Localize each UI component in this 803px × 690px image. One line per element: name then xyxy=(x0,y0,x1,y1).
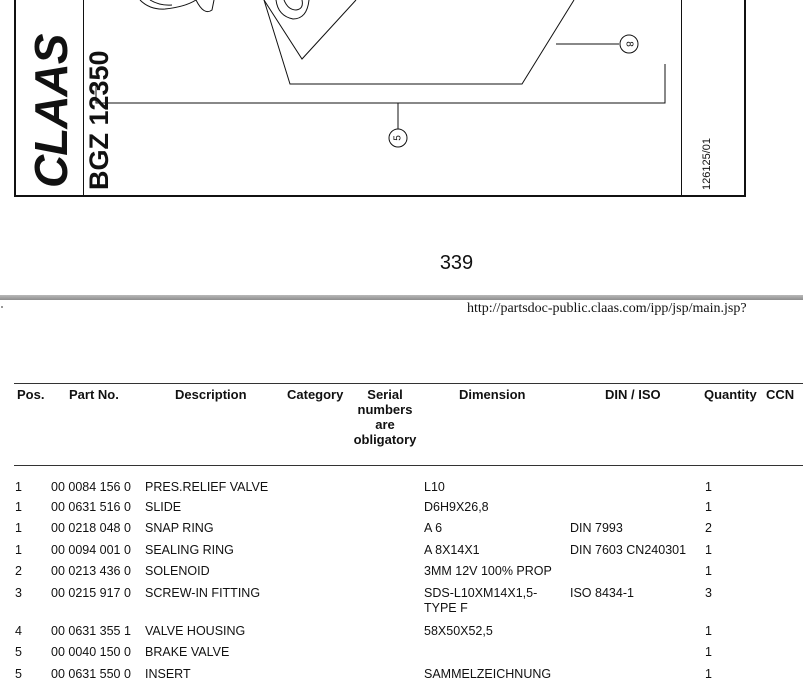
housing-body xyxy=(264,0,574,84)
column-header-category: Category xyxy=(287,387,344,402)
cell-quantity: 1 xyxy=(705,480,712,494)
drawing-reference-code: 126125/01 xyxy=(701,138,713,190)
page-number: 339 xyxy=(439,252,474,274)
cell-pos: 4 xyxy=(15,624,22,638)
cell-quantity: 3 xyxy=(705,586,712,600)
cell-pos: 2 xyxy=(15,564,22,578)
parts-table xyxy=(0,383,803,690)
cell-part-no: 00 0631 355 1 xyxy=(51,624,131,638)
cell-quantity: 1 xyxy=(705,543,712,557)
cell-dimension: D6H9X26,8 xyxy=(424,500,489,514)
cell-din-iso: DIN 7603 CN240301 xyxy=(570,543,687,557)
cell-pos: 3 xyxy=(15,586,22,600)
cell-description: SOLENOID xyxy=(145,564,210,578)
table-header-bottom-border xyxy=(14,465,803,466)
cell-quantity: 1 xyxy=(705,667,712,681)
column-header-part-no: Part No. xyxy=(69,387,119,402)
cell-description: SNAP RING xyxy=(145,521,214,535)
column-header-quantity: Quantity xyxy=(704,387,757,402)
cell-pos: 5 xyxy=(15,667,22,681)
cell-pos: 1 xyxy=(15,543,22,557)
cell-description: SCREW-IN FITTING xyxy=(145,586,261,600)
cell-dimension: 3MM 12V 100% PROP xyxy=(424,564,552,578)
callout-8-label: 8 xyxy=(623,41,635,47)
fitting-nut xyxy=(196,0,214,12)
cell-din-iso: ISO 8434-1 xyxy=(570,586,634,600)
margin-mark xyxy=(1,306,3,308)
cell-dimension: SAMMELZEICHNUNG xyxy=(424,667,552,681)
cell-description: SLIDE xyxy=(145,500,182,514)
cell-dimension: SDS-L10XM14X1,5- TYPE F xyxy=(424,586,538,615)
column-header-description: Description xyxy=(175,387,247,402)
cell-dimension: 58X50X52,5 xyxy=(424,624,493,638)
cell-part-no: 00 0213 436 0 xyxy=(51,564,131,578)
callout-5-label: 5 xyxy=(392,135,404,141)
cell-pos: 1 xyxy=(15,500,22,514)
cell-part-no: 00 0631 516 0 xyxy=(51,500,131,514)
column-header-serial: Serial numbers are obligatory xyxy=(353,387,417,447)
cell-part-no: 00 0094 001 0 xyxy=(51,543,131,557)
cell-part-no: 00 0040 150 0 xyxy=(51,645,131,659)
cell-pos: 1 xyxy=(15,480,22,494)
cell-dimension: A 6 xyxy=(424,521,443,535)
fitting-thread xyxy=(150,0,172,5)
cell-pos: 5 xyxy=(15,645,22,659)
column-header-ccn: CCN xyxy=(766,387,795,402)
cell-part-no: 00 0215 917 0 xyxy=(51,586,131,600)
cell-description: SEALING RING xyxy=(145,543,234,557)
cell-din-iso: DIN 7993 xyxy=(570,521,623,535)
housing-edge xyxy=(264,0,356,59)
column-header-dimension: Dimension xyxy=(459,387,526,402)
page-separator xyxy=(0,295,803,300)
table-header-top-border xyxy=(14,383,803,384)
cell-description: BRAKE VALVE xyxy=(145,645,230,659)
cell-quantity: 2 xyxy=(705,521,712,535)
cell-dimension: L10 xyxy=(424,480,445,494)
cell-quantity: 1 xyxy=(705,500,712,514)
cell-quantity: 1 xyxy=(705,645,712,659)
source-url[interactable]: http://partsdoc-public.claas.com/ipp/jsp/main.jsp? xyxy=(467,301,747,316)
cell-quantity: 1 xyxy=(705,564,712,578)
drawing-code: BGZ 12350 xyxy=(84,50,114,190)
column-header-pos: Pos. xyxy=(17,387,45,402)
fitting-outline xyxy=(140,0,196,9)
cell-dimension: A 8X14X1 xyxy=(424,543,480,557)
column-header-din-iso: DIN / ISO xyxy=(605,387,661,402)
part-drawing xyxy=(0,0,803,210)
port-inner xyxy=(284,0,302,10)
cell-description: VALVE HOUSING xyxy=(145,624,246,638)
cell-quantity: 1 xyxy=(705,624,712,638)
cell-part-no: 00 0218 048 0 xyxy=(51,521,131,535)
cell-description: INSERT xyxy=(145,667,191,681)
cell-description: PRES.RELIEF VALVE xyxy=(145,480,269,494)
cell-pos: 1 xyxy=(15,521,22,535)
cell-part-no: 00 0084 156 0 xyxy=(51,480,131,494)
brand-logo: CLAAS xyxy=(25,34,77,188)
cell-part-no: 00 0631 550 0 xyxy=(51,667,131,681)
